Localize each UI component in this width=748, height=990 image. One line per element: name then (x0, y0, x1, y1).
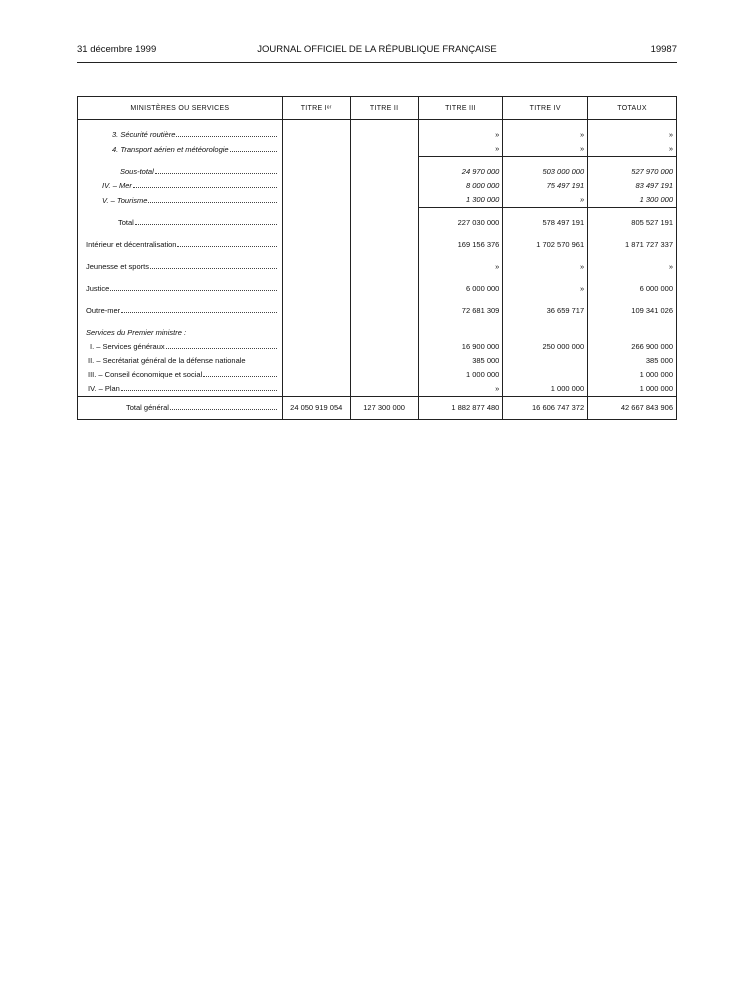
cell-total: 1 300 000 (588, 193, 677, 208)
table-row (78, 238, 677, 252)
table-row (78, 304, 677, 318)
cell-titre3: 1 882 877 480 (418, 397, 503, 420)
budget-table (77, 96, 677, 420)
cell-titre4: 1 000 000 (503, 382, 588, 397)
page-header (77, 44, 677, 58)
table-row (78, 282, 677, 296)
cell-total: 1 000 000 (588, 382, 677, 397)
col-header-titre3: TITRE III (418, 97, 503, 120)
cell-titre3: » (418, 128, 503, 142)
header-date: 31 décembre 1999 (77, 44, 157, 55)
cell-titre4: » (503, 142, 588, 157)
row-label: III. – Conseil économique et social (88, 370, 203, 380)
cell-titre3: 1 000 000 (418, 368, 503, 382)
col-header-titre2: TITRE II (350, 97, 418, 120)
cell-total: 1 871 727 337 (625, 240, 673, 250)
cell-titre1: 24 050 919 054 (282, 397, 350, 420)
cell-total: 385 000 (645, 356, 673, 366)
cell-total: 109 341 026 (631, 306, 673, 316)
cell-titre3: » (418, 382, 503, 397)
row-label: Outre-mer (86, 306, 121, 316)
header-rule (77, 62, 677, 63)
cell-titre3: 72 681 309 (418, 304, 503, 318)
row-label: I. – Services généraux (90, 342, 165, 352)
journal-title: JOURNAL OFFICIEL DE LA RÉPUBLIQUE FRANÇAISE (257, 44, 497, 55)
table-row (78, 193, 677, 208)
row-label: II. – Secrétariat général de la défense nationale (78, 354, 283, 368)
cell-titre3: 227 030 000 (418, 216, 503, 230)
row-label: Intérieur et décentralisation (86, 240, 177, 250)
table-row (78, 354, 677, 368)
table-row (78, 216, 677, 230)
cell-titre3: 385 000 (418, 354, 503, 368)
table-row (78, 368, 677, 382)
section-label: Services du Premier ministre : (78, 326, 283, 340)
cell-titre4: » (503, 193, 588, 208)
col-header-ministeres: MINISTÈRES OU SERVICES (78, 97, 283, 120)
table-row (78, 382, 677, 397)
cell-total: » (668, 262, 673, 272)
cell-total: 6 000 000 (639, 284, 673, 294)
cell-total: 266 900 000 (631, 342, 673, 352)
cell-titre3: 169 156 376 (418, 238, 503, 252)
cell-titre3: » (418, 260, 503, 274)
row-label: IV. – Plan (88, 384, 120, 394)
page-number: 19987 (650, 44, 677, 55)
cell-titre4: 16 606 747 372 (503, 397, 588, 420)
table-row (78, 165, 677, 179)
row-label: IV. – Mer (102, 181, 132, 191)
cell-titre3: 24 970 000 (418, 165, 503, 179)
table-row (78, 260, 677, 274)
col-header-titre1: TITRE Iᵉʳ (282, 97, 350, 120)
cell-titre4: 75 497 191 (503, 179, 588, 193)
cell-total: 83 497 191 (635, 181, 673, 191)
row-label: Justice (86, 284, 110, 294)
cell-titre3: 16 900 000 (418, 340, 503, 354)
cell-total: 805 527 191 (631, 218, 673, 228)
row-label: 4. Transport aérien et météorologie (112, 144, 229, 154)
cell-titre3: 1 300 000 (418, 193, 503, 208)
table-row (78, 326, 677, 340)
table-row-total-general (78, 397, 677, 420)
cell-titre4: » (503, 128, 588, 142)
cell-titre3: » (418, 142, 503, 157)
col-header-totaux: TOTAUX (588, 97, 677, 120)
cell-titre3: 6 000 000 (418, 282, 503, 296)
cell-titre4: 578 497 191 (503, 216, 588, 230)
cell-total: 42 667 843 906 (588, 397, 677, 420)
cell-total: 1 000 000 (639, 370, 673, 380)
table-row (78, 340, 677, 354)
cell-titre4: 36 659 717 (503, 304, 588, 318)
cell-total: 527 970 000 (631, 167, 673, 177)
cell-titre2: 127 300 000 (350, 397, 418, 420)
cell-titre3: 8 000 000 (418, 179, 503, 193)
row-label: 3. Sécurité routière (112, 130, 176, 140)
table-row (78, 128, 677, 142)
cell-total: » (668, 130, 673, 140)
row-label: V. – Tourisme (102, 195, 148, 205)
cell-titre4: 503 000 000 (503, 165, 588, 179)
cell-titre4: » (503, 282, 588, 296)
cell-titre4: 250 000 000 (503, 340, 588, 354)
row-label: Total (118, 218, 134, 228)
cell-total: » (588, 142, 677, 157)
col-header-titre4: TITRE IV (503, 97, 588, 120)
row-label: Total général (126, 403, 169, 413)
cell-titre4: 1 702 570 961 (503, 238, 588, 252)
row-label: Jeunesse et sports (86, 262, 149, 272)
table-row (78, 179, 677, 193)
row-label: Sous-total (120, 167, 154, 177)
cell-titre4: » (503, 260, 588, 274)
table-row (78, 142, 677, 157)
table-header-row (78, 97, 677, 120)
